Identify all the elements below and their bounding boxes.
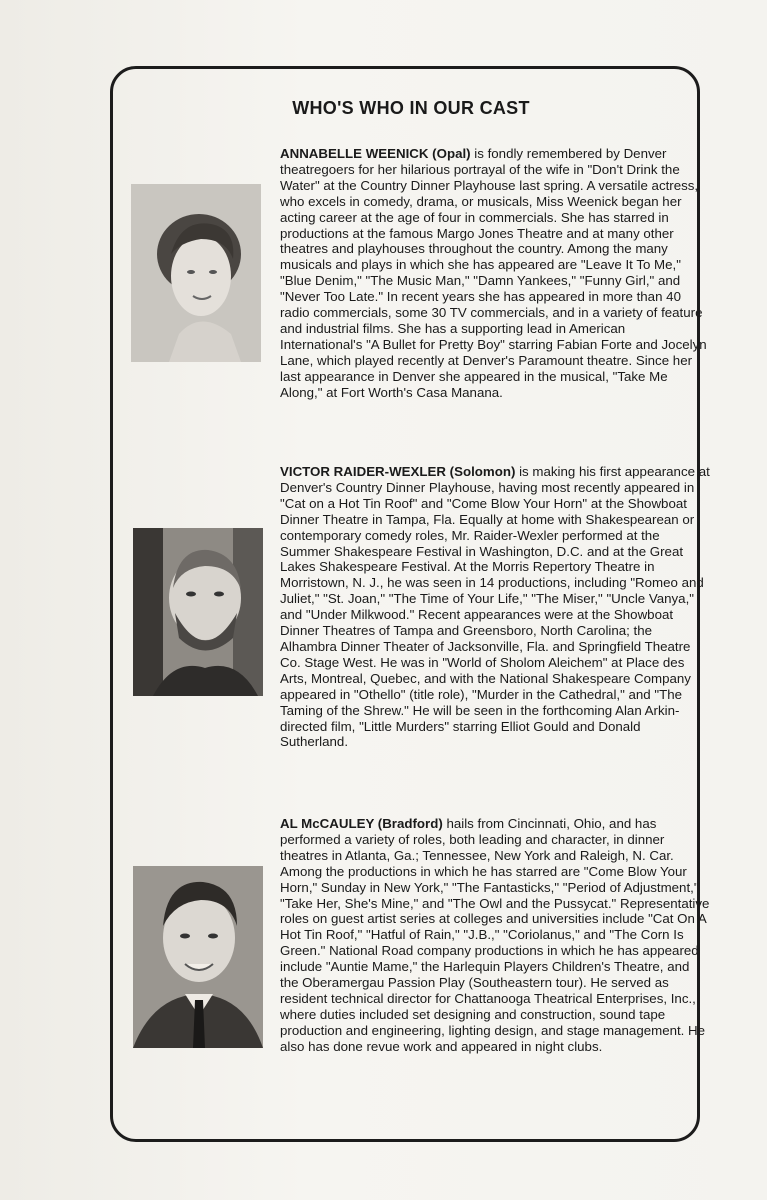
page-title: WHO'S WHO IN OUR CAST bbox=[292, 98, 530, 118]
cast-bio-text: is making his first appearance at Denver's Country Dinner Playhouse, having most recently appeared in "Cat on a Hot Tin Roof" and "Come Blow Your Horn" at the Showboat Dinner Theatre in Tampa, Fla. Equally at home with Shakespearean or contemporary comedy roles, Mr. Raider-Wexler performed at the Summer Shakespeare Festival in Washington, D.C. and at the Great Lakes Shakespeare Festival. At the Morris Repertory Theatre in Morristown, N. J., he was seen in 14 productions, including "Romeo and Juliet," "St. Joan," "The Time of Your Life," "The Miser," "Uncle Vanya," and "Under Milkwood." Recent appearances were at the Showboat Dinner Theatres of Tampa and Greensboro, North Carolina; the Alhambra Dinner Theater of Jacksonville, Fla. and Springfield Theatre Co. Stage West. He was in "World of Sholom Aleichem" at Place des Arts, Montreal, Quebec, and with the National Shakespeare Company appeared in "Othello" (title role), "Murder in the Cathedral," and "The Taming of the Shrew." He will be seen in the forthcoming Alan Arkin-directed film, "Little Murders" starring Elliot Gould and Donald Sutherland. bbox=[280, 464, 710, 750]
cast-bio-text: hails from Cincinnati, Ohio, and has performed a variety of roles, both leading and character, in dinner theatres in Atlanta, Ga.; Tennessee, New York and Raleigh, N. Car. Among the productions in which he has starred are "Come Blow Your Horn," Sunday in New York," "The Fantasticks," "Period of Adjustment," "Take Her, She's Mine," and "The Owl and the Pussycat." Representative roles on guest artist series at colleges and universities include "Cat On A Hot Tin Roof," "Hatful of Rain," "J.B.," "Coriolanus," and "The Corn Is Green." National Road company productions in which he has appeared include "Auntie Mame," the Harlequin Players Children's Theatre, and the Oberamergau Passion Play (Southeastern tour). He served as resident technical director for Chattanooga Theatrical Enterprises, Inc., where duties included set designing and construction, sound tape production and engineering, lighting design, and stage management. He also has done revue work and appeared in night clubs. bbox=[280, 816, 710, 1054]
cast-photo-victor-raider-wexler bbox=[133, 528, 263, 696]
cast-name: VICTOR RAIDER-WEXLER (Solomon) bbox=[280, 464, 516, 479]
cast-name: AL McCAULEY (Bradford) bbox=[280, 816, 443, 831]
cast-bio-victor-raider-wexler bbox=[280, 464, 710, 750]
cast-photo-annabelle-weenick bbox=[131, 184, 261, 362]
cast-bio-al-mccauley bbox=[280, 816, 710, 1055]
cast-bio-annabelle-weenick bbox=[280, 146, 710, 401]
cast-name: ANNABELLE WEENICK (Opal) bbox=[280, 146, 471, 161]
cast-photo-al-mccauley bbox=[133, 866, 263, 1048]
cast-bio-text: is fondly remembered by Denver theatregoers for her hilarious portrayal of the wife in "Don't Drink the Water" at the Country Dinner Playhouse last spring. A versatile actress, who excels in comedy, drama, or musicals, Miss Weenick began her acting career at the age of four in commercials. She has starred in productions at the famous Margo Jones Theatre and at many other theatres and playhouses throughout the country. Among the many musicals and plays in which she has appeared are "Leave It To Me," "Blue Denim," "The Music Man," "Damn Yankees," "Funny Girl," and "Never Too Late." In recent years she has appeared in more than 40 radio commercials, some 30 TV commercials, and in a variety of feature and industrial films. She has a supporting lead in American International's "A Bullet for Pretty Boy" starring Fabian Forte and Jocelyn Lane, which played recently at Denver's Paramount theatre. Since her last appearance in Denver she appeared in the musical, "Take Me Along," at Fort Worth's Casa Manana. bbox=[280, 146, 707, 400]
